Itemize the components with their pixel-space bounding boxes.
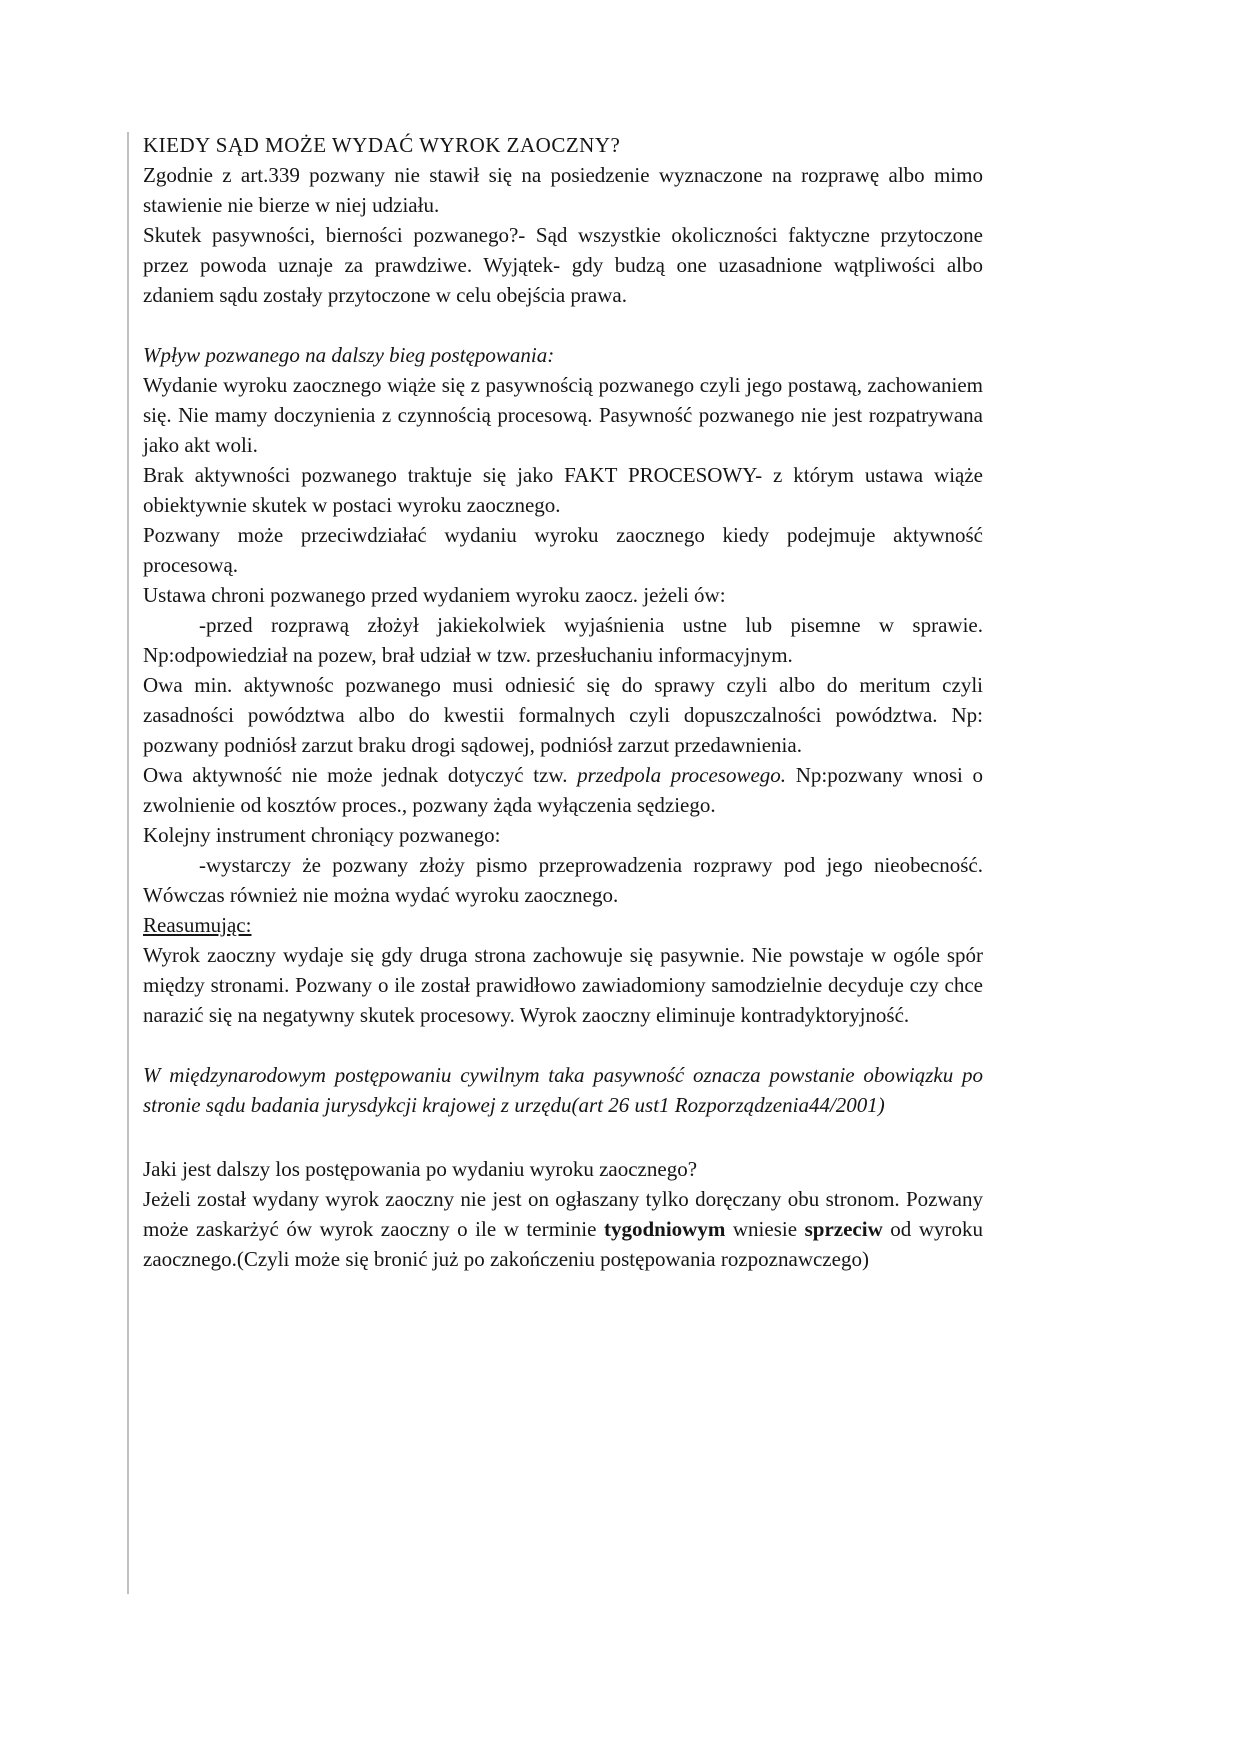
paragraph-ustawa-chroni: Ustawa chroni pozwanego przed wydaniem wyroku zaocz. jeżeli ów: xyxy=(143,583,726,607)
paragraph-sprzeciw-bold-sprzeciw: sprzeciw xyxy=(804,1217,883,1241)
paragraph-sprzeciw xyxy=(143,1184,983,1274)
paragraph-podsumowanie: Wyrok zaoczny wydaje się gdy druga strona zachowuje się pasywnie. Nie powstaje w ogóle spór między stronami. Pozwany o ile został prawidłowo zawiadomiony samodzielnie decyduje czy chce narazić się na negatywny skutek procesowy. Wyrok zaoczny eliminuje kontradyktoryjność. xyxy=(143,943,983,1027)
paragraph-przedpole-text-2: Np:pozwany wnosi o zwolnienie od kosztów proces., pozwany żąda wyłączenia sędziego. xyxy=(143,763,983,817)
paragraph-owa-aktywnosc-meritum: Owa min. aktywnośc pozwanego musi odniesić się do sprawy czyli albo do meritum czyli zasadności powództwa albo do kwestii formalnych czyli dopuszczalności powództwa. Np: pozwany podniósł zarzut braku drogi sądowej, podniósł zarzut przedawnienia. xyxy=(143,673,983,757)
paragraph-przedpole-text-1: Owa aktywność nie może jednak dotyczyć tzw. xyxy=(143,763,578,787)
left-margin-line xyxy=(127,132,129,1594)
paragraph-sprzeciw-text-1: Jeżeli został wydany wyrok zaoczny nie jest on ogłaszany tylko doręczany obu stronom. Pozwany może zaskarżyć ów wyrok zaoczny o ile w terminie xyxy=(143,1187,983,1241)
paragraph-wystarczy-pismo: -wystarczy że pozwany złoży pismo przeprowadzenia rozprawy pod jego nieobecność. Wówczas również nie można wydać wyroku zaocznego. xyxy=(143,853,983,907)
paragraph-przed-rozprawa: -przed rozprawą złożył jakiekolwiek wyjaśnienia ustne lub pisemne w sprawie. Np:odpowiedział na pozew, brał udział w tzw. przesłuchaniu informacyjnym. xyxy=(143,613,983,667)
paragraph-sprzeciw-bold-tygodniowym: tygodniowym xyxy=(603,1217,726,1241)
document-content xyxy=(143,130,983,1274)
document-title: KIEDY SĄD MOŻE WYDAĆ WYROK ZAOCZNY? xyxy=(143,133,621,157)
paragraph-przedpole-procesowe xyxy=(143,760,983,820)
paragraph-pytanie-dalszy-los: Jaki jest dalszy los postępowania po wydaniu wyroku zaocznego? xyxy=(143,1157,698,1181)
paragraph-przeciwdzialanie: Pozwany może przeciwdziałać wydaniu wyroku zaocznego kiedy podejmuje aktywność procesową. xyxy=(143,523,983,577)
spacer xyxy=(143,310,983,340)
paragraph-brak-aktywnosci: Brak aktywności pozwanego traktuje się jako FAKT PROCESOWY- z którym ustawa wiąże obiektywnie skutek w postaci wyroku zaocznego. xyxy=(143,463,983,517)
paragraph-skutek-pasywnosci: Skutek pasywności, bierności pozwanego?- Sąd wszystkie okoliczności faktyczne przytoczone przez powoda uznaje za prawdziwe. Wyjątek- gdy budzą one uzasadnione wątpliwości albo zdaniem sądu zostały przytoczone w celu obejścia prawa. xyxy=(143,223,983,307)
paragraph-intro: Zgodnie z art.339 pozwany nie stawił się na posiedzenie wyznaczone na rozprawę albo mimo stawienie nie bierze w niej udziału. xyxy=(143,163,983,217)
paragraph-sprzeciw-text-2: wniesie xyxy=(725,1217,805,1241)
paragraph-sprzeciw-text-3: od wyroku zaocznego.(Czyli może się bronić już po zakończeniu postępowania rozpoznawczego) xyxy=(143,1217,983,1271)
section-heading-reasumujac: Reasumując: xyxy=(143,913,252,937)
spacer xyxy=(143,1030,983,1060)
paragraph-wydanie-wyroku: Wydanie wyroku zaocznego wiąże się z pasywnością pozwanego czyli jego postawą, zachowaniem się. Nie mamy doczynienia z czynnością procesową. Pasywność pozwanego nie jest rozpatrywana jako akt woli. xyxy=(143,373,983,457)
paragraph-przedpole-italic-term: przedpola procesowego. xyxy=(577,763,787,787)
spacer xyxy=(143,1120,983,1154)
paragraph-kolejny-instrument: Kolejny instrument chroniący pozwanego: xyxy=(143,823,501,847)
section-heading-wplyw-pozwanego: Wpływ pozwanego na dalszy bieg postępowania: xyxy=(143,343,555,367)
paragraph-nota-miedzynarodowa: W międzynarodowym postępowaniu cywilnym taka pasywność oznacza powstanie obowiązku po stronie sądu badania jurysdykcji krajowej z urzędu(art 26 ust1 Rozporządzenia44/2001) xyxy=(143,1063,983,1117)
